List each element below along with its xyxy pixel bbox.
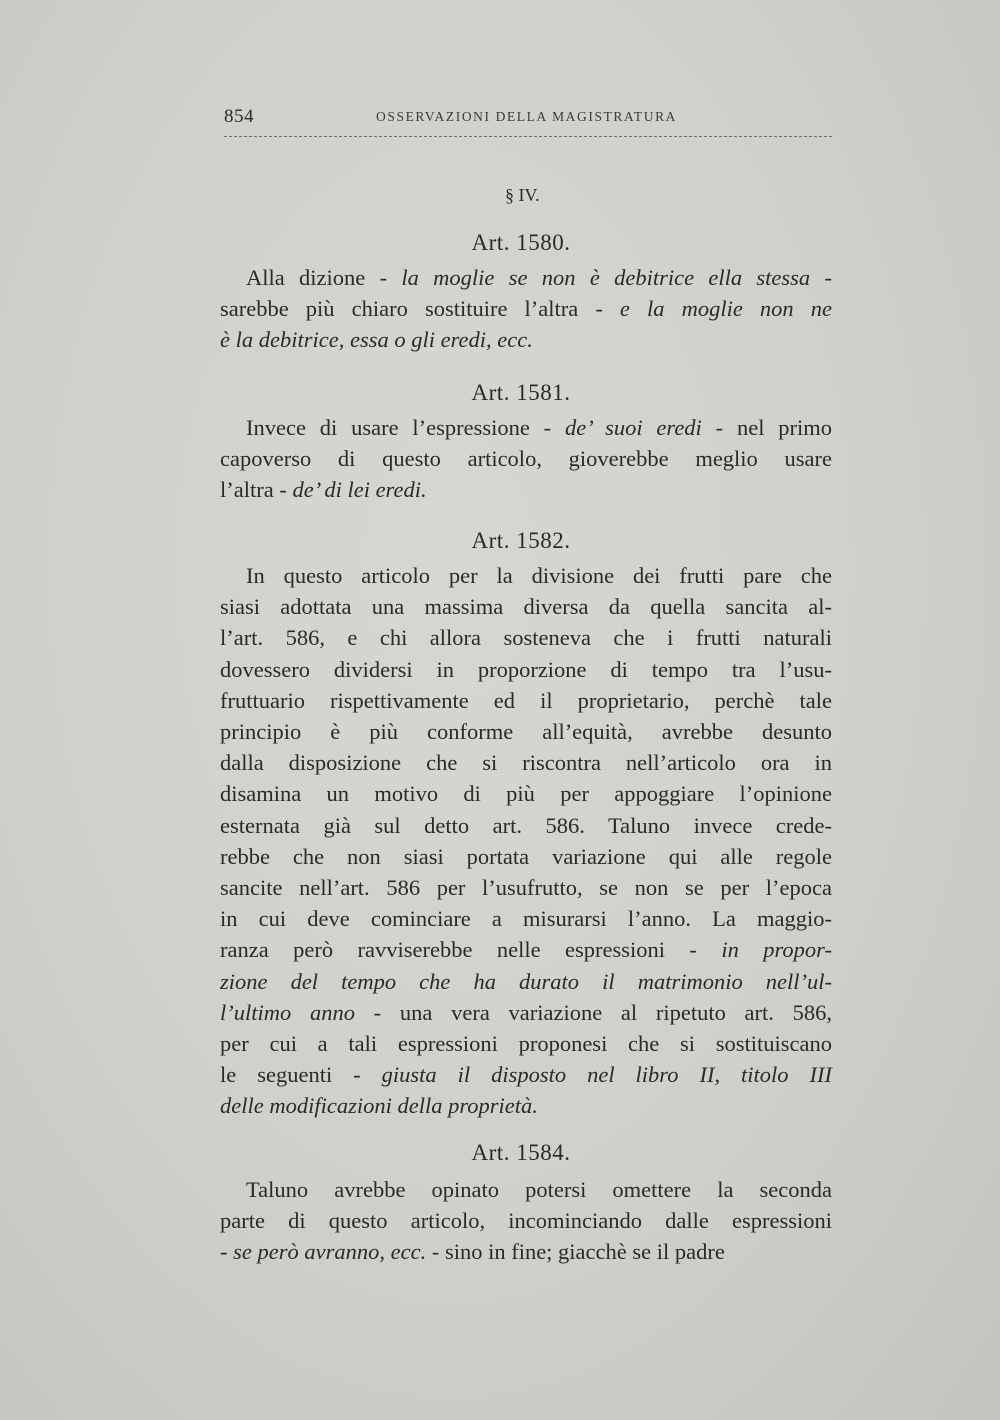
text-line (220, 262, 832, 293)
text-line (220, 685, 832, 716)
article-paragraph-1581 (220, 412, 832, 506)
text-run: le seguenti - (220, 1062, 382, 1088)
text-run: esternata già sul detto art. 586. Taluno invece crede- (220, 812, 832, 838)
text-run: - (810, 265, 832, 290)
italic-text-run: l’ultimo anno (220, 999, 355, 1025)
text-run: capoverso di questo articolo, gioverebbe meglio usare (220, 446, 832, 472)
text-line (220, 324, 832, 355)
text-line (220, 443, 832, 474)
text-line (220, 1059, 832, 1090)
text-run: per cui a tali espressioni proponesi che si sostituiscano (220, 1031, 832, 1057)
text-run: Taluno avrebbe opinato potersi omettere la seconda (246, 1177, 832, 1202)
text-line (220, 474, 832, 505)
text-line (220, 293, 832, 324)
text-line (220, 1174, 832, 1205)
text-run: siasi adottata una massima diversa da quella sancita al- (220, 594, 832, 620)
text-run: parte di questo articolo, incominciando dalle espressioni (220, 1208, 832, 1234)
text-run: l’altra - (220, 477, 293, 503)
text-run: - una vera variazione al ripetuto art. 586, (354, 999, 833, 1025)
article-paragraph-1582 (220, 560, 832, 1122)
text-run: disamina un motivo di più per appoggiare l’opinione (220, 781, 832, 807)
text-line (220, 1236, 832, 1267)
text-run: Invece di usare l’espressione - (246, 415, 566, 440)
article-heading-1580: Art. 1580. (471, 230, 571, 255)
article-heading-1581: Art. 1581. (471, 380, 571, 405)
italic-text-run: è la debitrice, essa o gli eredi, ecc. (220, 327, 533, 353)
italic-text-run: e la moglie non ne (619, 296, 832, 322)
text-run: in cui deve cominciare a misurarsi l’anno. La maggio- (220, 906, 832, 932)
italic-text-run: delle modificazioni della proprietà. (220, 1093, 538, 1119)
section-heading: § IV. (505, 185, 540, 205)
italic-text-run: la moglie se non è debitrice ella stessa (401, 265, 811, 290)
text-run: Alla dizione - (246, 265, 402, 290)
article-heading-1582: Art. 1582. (471, 528, 571, 553)
text-line (220, 841, 832, 872)
text-line (220, 1205, 832, 1236)
text-run: fruttuario rispettivamente ed il proprietario, perchè tale (220, 687, 832, 713)
page-header (224, 106, 832, 137)
text-line (220, 716, 832, 747)
text-line (220, 622, 832, 653)
text-line (220, 747, 832, 778)
page-number: 854 (224, 106, 254, 127)
text-run: In questo articolo per la divisione dei frutti pare che (246, 563, 832, 588)
italic-text-run: se però avranno, ecc. (233, 1239, 427, 1265)
text-line (220, 1028, 832, 1059)
text-run: rebbe che non siasi portata variazione qui alle regole (220, 843, 832, 869)
text-line (220, 412, 832, 443)
text-line (220, 903, 832, 934)
text-line (220, 654, 832, 685)
text-line (220, 872, 832, 903)
text-run: sarebbe più chiaro sostituire l’altra - (220, 296, 620, 322)
text-line (220, 1090, 832, 1121)
italic-text-run: de’ suoi eredi (565, 415, 702, 440)
text-run: sancite nell’art. 586 per l’usufrutto, se non se per l’epoca (220, 875, 832, 901)
running-head: OSSERVAZIONI DELLA MAGISTRATURA (376, 109, 678, 124)
italic-text-run: de’ di lei eredi. (292, 477, 427, 503)
text-run: dalla disposizione che si riscontra nell’articolo ora in (220, 750, 832, 776)
text-line (220, 591, 832, 622)
italic-text-run: in propor- (721, 937, 832, 963)
text-line (220, 934, 832, 965)
text-run: ranza però ravviserebbe nelle espressioni - (220, 937, 722, 963)
text-line (220, 966, 832, 997)
article-paragraph-1584 (220, 1174, 832, 1268)
text-line (220, 810, 832, 841)
text-run: - nel primo (701, 415, 833, 440)
text-run: dovessero dividersi in proporzione di tempo tra l’usu- (220, 656, 832, 682)
text-line (220, 997, 832, 1028)
text-run: principio è più conforme all’equità, avrebbe desunto (220, 719, 832, 745)
article-heading-1584: Art. 1584. (471, 1140, 571, 1165)
text-run: l’art. 586, e chi allora sosteneva che i frutti naturali (220, 625, 832, 651)
text-run: - sino in fine; giacchè se il padre (426, 1239, 725, 1265)
text-line (220, 560, 832, 591)
italic-text-run: zione del tempo che ha durato il matrimonio nell’ul- (220, 968, 832, 994)
text-run: - (220, 1239, 234, 1265)
text-line (220, 778, 832, 809)
article-paragraph-1580 (220, 262, 832, 356)
italic-text-run: giusta il disposto nel libro II, titolo III (381, 1062, 832, 1088)
